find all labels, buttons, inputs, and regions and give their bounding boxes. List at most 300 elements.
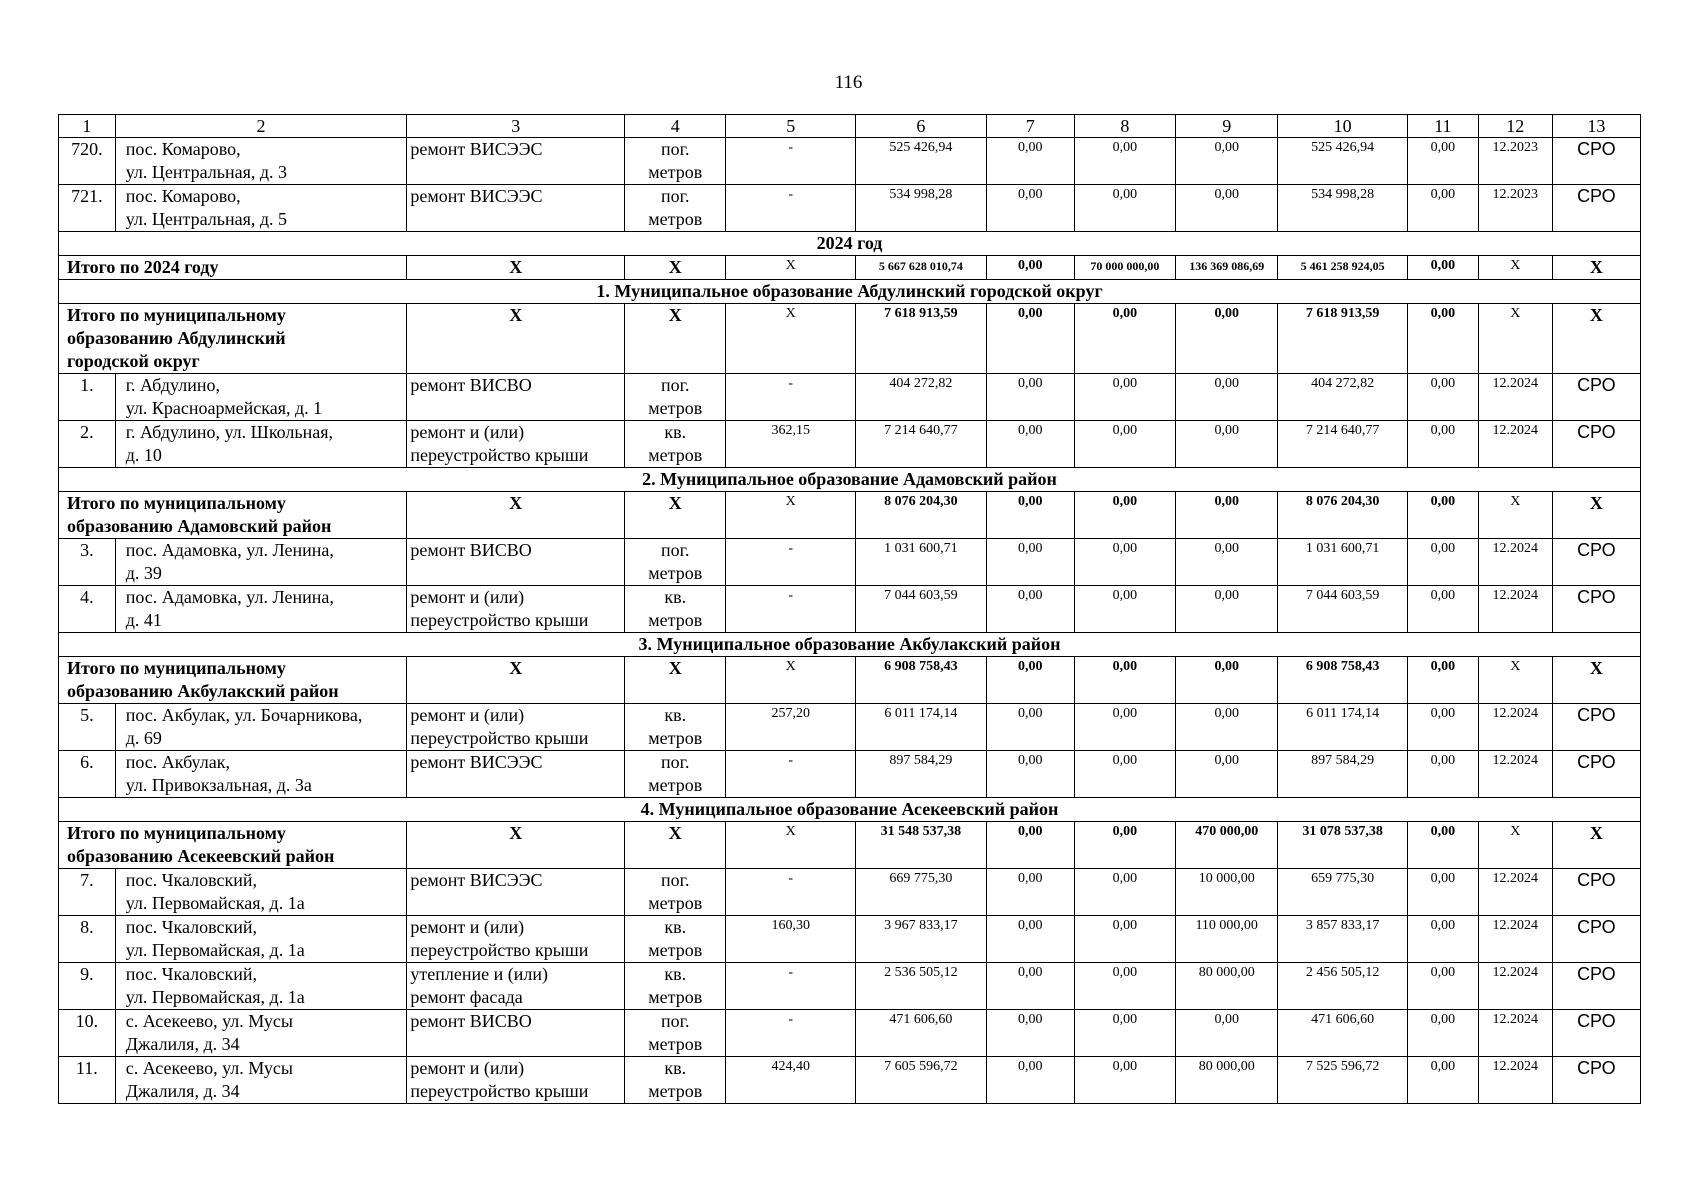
total-col4: X — [625, 256, 726, 280]
item-unit-line: метров — [648, 563, 703, 583]
total-col6: 8 076 204,30 — [856, 492, 987, 539]
item-address-line: ул. Первомайская, д. 1а — [125, 987, 305, 1007]
item-col8: 0,00 — [1074, 1057, 1175, 1104]
item-col10: 534 998,28 — [1278, 185, 1408, 232]
total-row — [59, 304, 1641, 374]
column-number-cell: 9 — [1176, 115, 1278, 138]
item-deadline: 12.2023 — [1478, 185, 1552, 232]
item-col10: 7 214 640,77 — [1278, 421, 1408, 468]
municipality-heading-title: 4. Муниципальное образование Асекеевский район — [59, 798, 1641, 822]
item-col10: 6 011 174,14 — [1278, 704, 1408, 751]
item-col11: 0,00 — [1407, 539, 1478, 586]
total-col4: X — [625, 822, 726, 869]
item-col8: 0,00 — [1074, 916, 1175, 963]
item-area: 424,40 — [726, 1057, 856, 1104]
item-work-type-line: переустройство крыши — [410, 1081, 589, 1101]
total-col13: X — [1552, 657, 1640, 704]
municipality-heading-title: 3. Муниципальное образование Акбулакский район — [59, 633, 1641, 657]
item-unit-line: метров — [648, 398, 703, 418]
item-address-line: пос. Комарово, — [125, 139, 241, 159]
item-area: - — [726, 374, 856, 421]
year-heading — [59, 232, 1641, 256]
item-work-type-line: ремонт фасада — [410, 987, 523, 1007]
item-address-line: ул. Центральная, д. 3 — [125, 162, 287, 182]
item-unit-line: пог. — [661, 186, 690, 206]
item-col10: 471 606,60 — [1278, 1010, 1408, 1057]
item-col7: 0,00 — [986, 421, 1074, 468]
item-address — [115, 374, 407, 421]
item-col10: 1 031 600,71 — [1278, 539, 1408, 586]
item-unit-line: метров — [648, 940, 703, 960]
column-number-cell: 10 — [1278, 115, 1408, 138]
total-label — [59, 657, 407, 704]
item-col11: 0,00 — [1407, 138, 1478, 185]
total-label — [59, 256, 407, 280]
total-label — [59, 822, 407, 869]
total-col4: X — [625, 657, 726, 704]
item-col8: 0,00 — [1074, 963, 1175, 1010]
total-col6: 7 618 913,59 — [856, 304, 987, 374]
item-work-type-line: ремонт ВИСВО — [410, 375, 532, 395]
column-number-row — [59, 115, 1641, 138]
item-unit — [625, 138, 726, 185]
item-total-cost: 897 584,29 — [856, 751, 987, 798]
total-label-line: Итого по муниципальному — [67, 658, 286, 678]
total-row — [59, 256, 1641, 280]
total-col11: 0,00 — [1407, 822, 1478, 869]
item-number: 5. — [59, 704, 116, 751]
total-row — [59, 492, 1641, 539]
total-col8: 0,00 — [1074, 657, 1175, 704]
column-number-cell: 4 — [625, 115, 726, 138]
item-work-type-line: переустройство крыши — [410, 940, 589, 960]
item-unit-line: метров — [648, 610, 703, 630]
item-col11: 0,00 — [1407, 963, 1478, 1010]
item-unit — [625, 586, 726, 633]
item-work-type — [407, 869, 625, 916]
item-address — [115, 586, 407, 633]
table-row — [59, 421, 1641, 468]
total-col6: 31 548 537,38 — [856, 822, 987, 869]
total-row — [59, 822, 1641, 869]
item-deadline: 12.2024 — [1478, 869, 1552, 916]
table-row — [59, 374, 1641, 421]
item-col7: 0,00 — [986, 963, 1074, 1010]
item-unit-line: кв. — [664, 705, 687, 725]
item-work-type — [407, 963, 625, 1010]
item-total-cost: 7 214 640,77 — [856, 421, 987, 468]
item-address-line: пос. Адамовка, ул. Ленина, — [125, 587, 334, 607]
item-work-type-line: ремонт и (или) — [410, 705, 525, 725]
item-address-line: пос. Акбулак, — [125, 752, 230, 772]
total-col9: 470 000,00 — [1176, 822, 1278, 869]
total-col5: X — [726, 256, 856, 280]
item-col7: 0,00 — [986, 185, 1074, 232]
total-col10: 5 461 258 924,05 — [1278, 256, 1408, 280]
item-col10: 2 456 505,12 — [1278, 963, 1408, 1010]
item-work-type-line: утепление и (или) — [410, 964, 548, 984]
column-number-cell: 1 — [59, 115, 116, 138]
total-col7: 0,00 — [986, 304, 1074, 374]
item-address — [115, 138, 407, 185]
item-contractor: СРО — [1552, 586, 1640, 633]
total-label-line: образованию Акбулакский район — [67, 681, 339, 701]
total-label-line: Итого по муниципальному — [67, 305, 286, 325]
item-col8: 0,00 — [1074, 751, 1175, 798]
total-col6: 5 667 628 010,74 — [856, 256, 987, 280]
item-total-cost: 471 606,60 — [856, 1010, 987, 1057]
total-col9: 0,00 — [1176, 304, 1278, 374]
item-deadline: 12.2024 — [1478, 1057, 1552, 1104]
item-total-cost: 525 426,94 — [856, 138, 987, 185]
item-number: 3. — [59, 539, 116, 586]
column-number-cell: 6 — [856, 115, 987, 138]
item-col10: 525 426,94 — [1278, 138, 1408, 185]
total-col13: X — [1552, 256, 1640, 280]
total-col13: X — [1552, 822, 1640, 869]
item-address — [115, 185, 407, 232]
item-total-cost: 404 272,82 — [856, 374, 987, 421]
total-col12: X — [1478, 256, 1552, 280]
item-area: - — [726, 869, 856, 916]
item-unit-line: кв. — [664, 964, 687, 984]
total-label-line: городской округ — [67, 351, 200, 371]
item-col8: 0,00 — [1074, 869, 1175, 916]
item-col11: 0,00 — [1407, 185, 1478, 232]
item-unit-line: метров — [648, 445, 703, 465]
item-total-cost: 2 536 505,12 — [856, 963, 987, 1010]
item-contractor: СРО — [1552, 539, 1640, 586]
table-row — [59, 963, 1641, 1010]
item-unit-line: пог. — [661, 375, 690, 395]
item-unit — [625, 1010, 726, 1057]
item-contractor: СРО — [1552, 963, 1640, 1010]
item-col8: 0,00 — [1074, 374, 1175, 421]
municipality-heading — [59, 798, 1641, 822]
item-col9: 0,00 — [1176, 704, 1278, 751]
item-col9: 80 000,00 — [1176, 1057, 1278, 1104]
item-number: 6. — [59, 751, 116, 798]
table-row — [59, 869, 1641, 916]
item-number: 11. — [59, 1057, 116, 1104]
item-area: - — [726, 586, 856, 633]
total-col7: 0,00 — [986, 657, 1074, 704]
item-work-type — [407, 751, 625, 798]
item-deadline: 12.2024 — [1478, 963, 1552, 1010]
item-col7: 0,00 — [986, 1010, 1074, 1057]
item-address — [115, 421, 407, 468]
item-col11: 0,00 — [1407, 586, 1478, 633]
item-area: - — [726, 138, 856, 185]
item-col7: 0,00 — [986, 869, 1074, 916]
item-work-type — [407, 185, 625, 232]
item-contractor: СРО — [1552, 1057, 1640, 1104]
item-col11: 0,00 — [1407, 751, 1478, 798]
total-col3: X — [407, 657, 625, 704]
item-unit-line: метров — [648, 728, 703, 748]
total-col10: 6 908 758,43 — [1278, 657, 1408, 704]
item-col7: 0,00 — [986, 1057, 1074, 1104]
item-contractor: СРО — [1552, 138, 1640, 185]
item-work-type — [407, 704, 625, 751]
item-unit-line: метров — [648, 162, 703, 182]
item-col10: 3 857 833,17 — [1278, 916, 1408, 963]
total-col8: 0,00 — [1074, 492, 1175, 539]
total-label — [59, 492, 407, 539]
item-col10: 659 775,30 — [1278, 869, 1408, 916]
item-col8: 0,00 — [1074, 138, 1175, 185]
item-col9: 0,00 — [1176, 586, 1278, 633]
municipality-heading — [59, 633, 1641, 657]
item-number: 9. — [59, 963, 116, 1010]
item-unit-line: пог. — [661, 752, 690, 772]
item-number: 720. — [59, 138, 116, 185]
total-col10: 8 076 204,30 — [1278, 492, 1408, 539]
item-address — [115, 1010, 407, 1057]
item-deadline: 12.2024 — [1478, 916, 1552, 963]
total-col3: X — [407, 822, 625, 869]
item-unit-line: кв. — [664, 422, 687, 442]
total-label-line: Итого по муниципальному — [67, 493, 286, 513]
item-contractor: СРО — [1552, 1010, 1640, 1057]
item-area: - — [726, 1010, 856, 1057]
item-col7: 0,00 — [986, 539, 1074, 586]
item-work-type-line: ремонт ВИСЭЭС — [410, 186, 543, 206]
item-number: 1. — [59, 374, 116, 421]
item-unit-line: метров — [648, 775, 703, 795]
total-col11: 0,00 — [1407, 492, 1478, 539]
item-col7: 0,00 — [986, 374, 1074, 421]
total-label-line: Итого по муниципальному — [67, 823, 286, 843]
item-col10: 897 584,29 — [1278, 751, 1408, 798]
total-col7: 0,00 — [986, 492, 1074, 539]
item-col7: 0,00 — [986, 586, 1074, 633]
total-col9: 0,00 — [1176, 657, 1278, 704]
total-col8: 70 000 000,00 — [1074, 256, 1175, 280]
item-address-line: Джалиля, д. 34 — [125, 1081, 240, 1101]
total-col11: 0,00 — [1407, 304, 1478, 374]
item-address-line: пос. Акбулак, ул. Бочарникова, — [125, 705, 363, 725]
item-col7: 0,00 — [986, 138, 1074, 185]
item-col9: 0,00 — [1176, 138, 1278, 185]
item-address-line: пос. Чкаловский, — [125, 964, 257, 984]
column-number-cell: 3 — [407, 115, 625, 138]
total-col10: 31 078 537,38 — [1278, 822, 1408, 869]
item-address-line: пос. Комарово, — [125, 186, 241, 206]
item-deadline: 12.2024 — [1478, 1010, 1552, 1057]
column-number-cell: 8 — [1074, 115, 1175, 138]
total-col13: X — [1552, 304, 1640, 374]
page-number: 116 — [834, 72, 863, 93]
item-address — [115, 916, 407, 963]
item-area: 362,15 — [726, 421, 856, 468]
item-unit — [625, 869, 726, 916]
item-col8: 0,00 — [1074, 1010, 1175, 1057]
table-body — [59, 115, 1641, 1104]
total-col7: 0,00 — [986, 256, 1074, 280]
total-label — [59, 304, 407, 374]
total-label-line: образованию Абдулинский — [67, 328, 286, 348]
item-unit — [625, 374, 726, 421]
item-address-line: д. 41 — [125, 610, 162, 630]
item-col7: 0,00 — [986, 751, 1074, 798]
year-heading-title: 2024 год — [59, 232, 1641, 256]
item-number: 8. — [59, 916, 116, 963]
item-address-line: ул. Первомайская, д. 1а — [125, 940, 305, 960]
item-contractor: СРО — [1552, 704, 1640, 751]
total-row — [59, 657, 1641, 704]
total-col3: X — [407, 492, 625, 539]
item-address — [115, 704, 407, 751]
total-col5: X — [726, 822, 856, 869]
total-col9: 0,00 — [1176, 492, 1278, 539]
item-unit — [625, 1057, 726, 1104]
item-contractor: СРО — [1552, 869, 1640, 916]
item-address-line: пос. Адамовка, ул. Ленина, — [125, 540, 334, 560]
item-deadline: 12.2024 — [1478, 539, 1552, 586]
item-unit — [625, 421, 726, 468]
item-col7: 0,00 — [986, 916, 1074, 963]
item-address-line: д. 69 — [125, 728, 162, 748]
item-address-line: г. Абдулино, ул. Школьная, — [125, 422, 334, 442]
item-address-line: д. 10 — [125, 445, 162, 465]
item-work-type — [407, 1057, 625, 1104]
item-unit-line: пог. — [661, 139, 690, 159]
total-col5: X — [726, 657, 856, 704]
total-col9: 136 369 086,69 — [1176, 256, 1278, 280]
table-row — [59, 539, 1641, 586]
item-unit — [625, 963, 726, 1010]
item-col9: 0,00 — [1176, 185, 1278, 232]
item-unit-line: метров — [648, 893, 703, 913]
item-unit-line: кв. — [664, 917, 687, 937]
total-col11: 0,00 — [1407, 657, 1478, 704]
item-address — [115, 963, 407, 1010]
item-work-type-line: ремонт ВИСВО — [410, 1011, 532, 1031]
item-contractor: СРО — [1552, 916, 1640, 963]
item-address-line: Джалиля, д. 34 — [125, 1034, 240, 1054]
column-number-cell: 11 — [1407, 115, 1478, 138]
item-area: 160,30 — [726, 916, 856, 963]
total-col12: X — [1478, 822, 1552, 869]
column-number-cell: 2 — [115, 115, 407, 138]
item-unit — [625, 916, 726, 963]
item-col9: 0,00 — [1176, 751, 1278, 798]
item-unit-line: метров — [648, 209, 703, 229]
item-address-line: пос. Чкаловский, — [125, 870, 257, 890]
item-work-type-line: переустройство крыши — [410, 610, 589, 630]
total-col8: 0,00 — [1074, 304, 1175, 374]
table-row — [59, 916, 1641, 963]
total-col3: X — [407, 256, 625, 280]
item-area: - — [726, 751, 856, 798]
item-col11: 0,00 — [1407, 1057, 1478, 1104]
item-work-type — [407, 138, 625, 185]
item-col11: 0,00 — [1407, 916, 1478, 963]
total-col12: X — [1478, 492, 1552, 539]
table-row — [59, 704, 1641, 751]
item-unit-line: метров — [648, 987, 703, 1007]
item-area: - — [726, 539, 856, 586]
total-col13: X — [1552, 492, 1640, 539]
item-work-type-line: переустройство крыши — [410, 728, 589, 748]
item-col8: 0,00 — [1074, 586, 1175, 633]
item-address-line: ул. Первомайская, д. 1а — [125, 893, 305, 913]
item-unit-line: пог. — [661, 870, 690, 890]
item-number: 2. — [59, 421, 116, 468]
item-work-type-line: ремонт и (или) — [410, 917, 525, 937]
item-address-line: ул. Красноармейская, д. 1 — [125, 398, 323, 418]
municipality-heading — [59, 468, 1641, 492]
item-work-type — [407, 586, 625, 633]
column-number-cell: 5 — [726, 115, 856, 138]
item-col10: 7 044 603,59 — [1278, 586, 1408, 633]
item-col9: 110 000,00 — [1176, 916, 1278, 963]
item-contractor: СРО — [1552, 185, 1640, 232]
item-col9: 0,00 — [1176, 421, 1278, 468]
item-deadline: 12.2024 — [1478, 421, 1552, 468]
total-col5: X — [726, 492, 856, 539]
item-col9: 0,00 — [1176, 374, 1278, 421]
item-unit — [625, 751, 726, 798]
item-total-cost: 3 967 833,17 — [856, 916, 987, 963]
item-work-type — [407, 539, 625, 586]
item-address — [115, 539, 407, 586]
item-col11: 0,00 — [1407, 704, 1478, 751]
item-unit — [625, 185, 726, 232]
item-address — [115, 1057, 407, 1104]
item-work-type-line: ремонт ВИСЭЭС — [410, 139, 543, 159]
total-label-line: образованию Адамовский район — [67, 516, 332, 536]
item-address — [115, 869, 407, 916]
total-label-line: Итого по 2024 году — [67, 257, 219, 277]
item-col7: 0,00 — [986, 704, 1074, 751]
item-total-cost: 7 044 603,59 — [856, 586, 987, 633]
item-work-type-line: ремонт ВИСЭЭС — [410, 752, 543, 772]
item-col10: 404 272,82 — [1278, 374, 1408, 421]
item-work-type-line: ремонт и (или) — [410, 1058, 525, 1078]
item-unit — [625, 539, 726, 586]
column-number-cell: 12 — [1478, 115, 1552, 138]
item-work-type — [407, 421, 625, 468]
item-unit-line: метров — [648, 1081, 703, 1101]
item-col8: 0,00 — [1074, 704, 1175, 751]
item-number: 10. — [59, 1010, 116, 1057]
item-total-cost: 7 605 596,72 — [856, 1057, 987, 1104]
total-col8: 0,00 — [1074, 822, 1175, 869]
total-col12: X — [1478, 304, 1552, 374]
item-area: - — [726, 185, 856, 232]
item-address-line: с. Асекеево, ул. Мусы — [125, 1011, 293, 1031]
item-work-type — [407, 374, 625, 421]
item-area: 257,20 — [726, 704, 856, 751]
table-row — [59, 1010, 1641, 1057]
item-number: 4. — [59, 586, 116, 633]
item-address-line: ул. Центральная, д. 5 — [125, 209, 287, 229]
item-total-cost: 669 775,30 — [856, 869, 987, 916]
table-row — [59, 185, 1641, 232]
column-number-cell: 13 — [1552, 115, 1640, 138]
item-work-type-line: ремонт и (или) — [410, 422, 525, 442]
item-unit-line: пог. — [661, 540, 690, 560]
item-deadline: 12.2024 — [1478, 751, 1552, 798]
municipality-heading-title: 1. Муниципальное образование Абдулинский городской округ — [59, 280, 1641, 304]
item-unit-line: кв. — [664, 1058, 687, 1078]
total-col5: X — [726, 304, 856, 374]
item-address-line: пос. Чкаловский, — [125, 917, 257, 937]
item-work-type-line: ремонт ВИСЭЭС — [410, 870, 543, 890]
municipality-heading — [59, 280, 1641, 304]
